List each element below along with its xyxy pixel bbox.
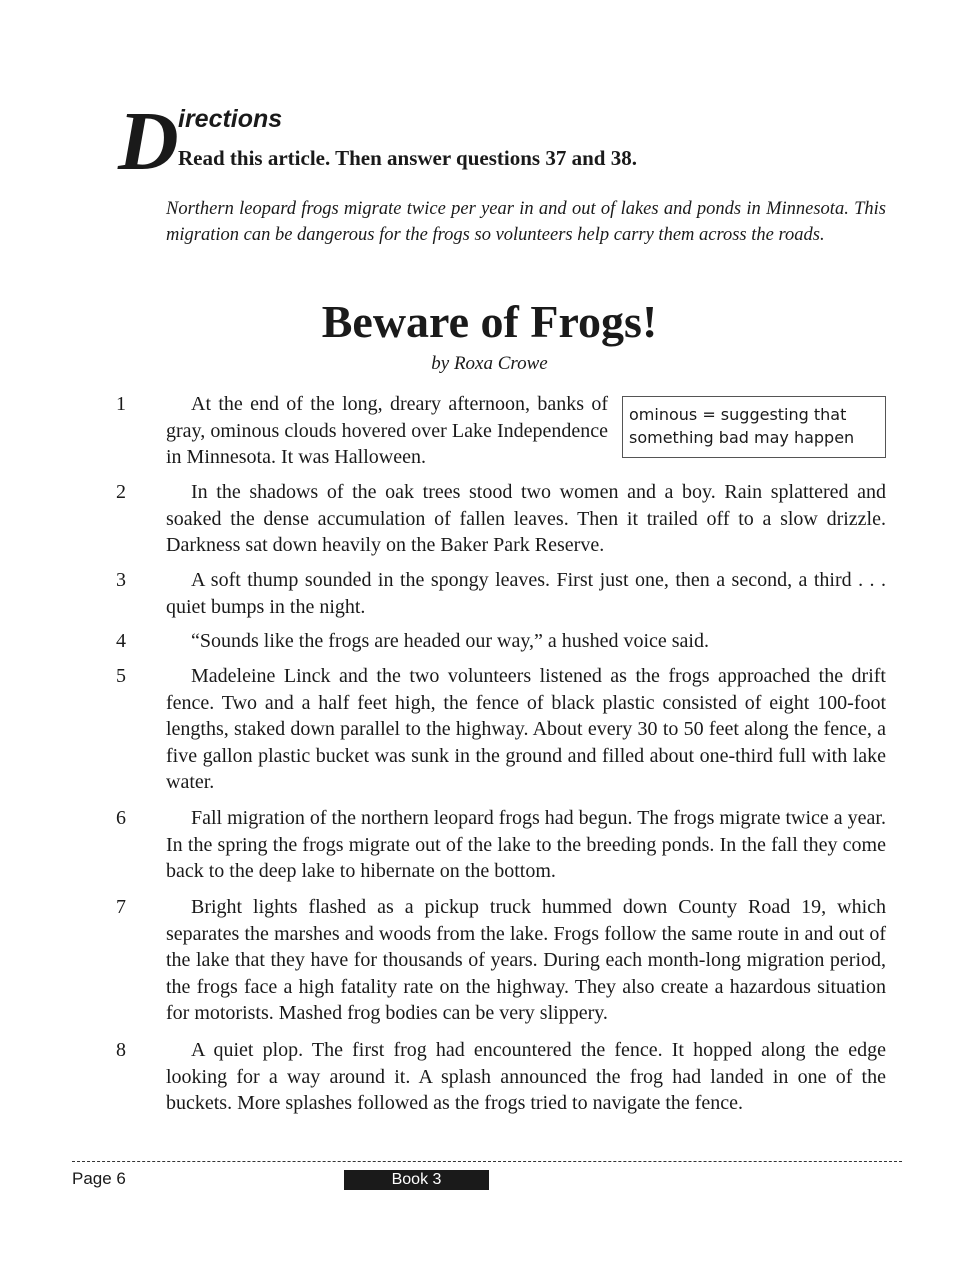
footer-divider <box>72 1161 902 1162</box>
page-number: Page 6 <box>72 1169 126 1188</box>
paragraph-number: 1 <box>116 393 126 415</box>
paragraph-2 <box>116 479 886 559</box>
paragraph-4 <box>116 628 886 655</box>
paragraph-number: 4 <box>116 630 126 652</box>
drop-cap: D <box>118 95 179 188</box>
paragraph-text: In the shadows of the oak trees stood two women and a boy. Rain splattered and soaked the dense accumulation of fallen leaves. Then it trailed off to a slow drizzle. Darkness sat down heavily on the Baker Park Reserve. <box>166 481 886 556</box>
glossary-line: something bad may happen <box>629 428 855 447</box>
directions-heading: irections <box>178 105 283 133</box>
paragraph-text: Fall migration of the northern leopard frogs had begun. The frogs migrate twice a year. In the spring the frogs migrate out of the lake to the breeding ponds. In the fall they come back to the deep lake to hibernate on the bottom. <box>166 807 886 882</box>
paragraph-text: Bright lights flashed as a pickup truck hummed down County Road 19, which separates the marshes and woods from the lake. Frogs follow the same route in and out of the lake that they have for thousands of years. During each month-long migration period, the frogs face a high fatality rate on the highway. They also create a hazardous situation for motorists. Mashed frog bodies can be very slippery. <box>166 896 886 1024</box>
paragraph-number: 8 <box>116 1039 126 1061</box>
paragraph-number: 5 <box>116 665 126 687</box>
paragraph-text: Madeleine Linck and the two volunteers listened as the frogs approached the drift fence. Two and a half feet high, the fence of black plastic consisted of eight 100-foot lengths, staked down parallel to the highway. About every 30 to 50 feet along the fence, a five gallon plastic bucket was sunk in the ground and filled about one-third full with lake water. <box>166 665 886 793</box>
paragraph-number: 2 <box>116 481 126 503</box>
article-title: Beware of Frogs! <box>321 296 658 347</box>
paragraph-1 <box>116 391 608 471</box>
paragraph-text: A quiet plop. The first frog had encountered the fence. It hopped along the edge looking for a way around it. A splash announced the frog had landed in one of the buckets. More splashes followed as the frogs tried to navigate the fence. <box>166 1039 886 1114</box>
directions-header <box>118 95 878 188</box>
paragraph-6 <box>116 805 886 885</box>
paragraph-3 <box>116 567 886 620</box>
book-label: Book 3 <box>344 1170 489 1190</box>
article-byline: by Roxa Crowe <box>431 353 548 374</box>
paragraph-text: At the end of the long, dreary afternoon, banks of gray, ominous clouds hovered over Lake Independence in Minnesota. It was Halloween. <box>166 393 608 468</box>
paragraph-number: 6 <box>116 807 126 829</box>
paragraph-number: 7 <box>116 896 126 918</box>
paragraph-text: “Sounds like the frogs are headed our way,” a hushed voice said. <box>191 630 709 652</box>
glossary-box <box>622 396 886 458</box>
article-intro: Northern leopard frogs migrate twice per year in and out of lakes and ponds in Minnesota. This migration can be dangerous for the frogs so volunteers help carry them across the roads. <box>166 199 886 245</box>
paragraph-8 <box>116 1037 886 1117</box>
directions-instruction: Read this article. Then answer questions 37 and 38. <box>178 146 637 170</box>
paragraph-text: A soft thump sounded in the spongy leaves. First just one, then a second, a third . . . quiet bumps in the night. <box>166 569 886 618</box>
glossary-line: ominous = suggesting that <box>629 405 847 424</box>
paragraph-7 <box>116 894 886 1027</box>
paragraph-5 <box>116 663 886 796</box>
paragraph-number: 3 <box>116 569 126 591</box>
